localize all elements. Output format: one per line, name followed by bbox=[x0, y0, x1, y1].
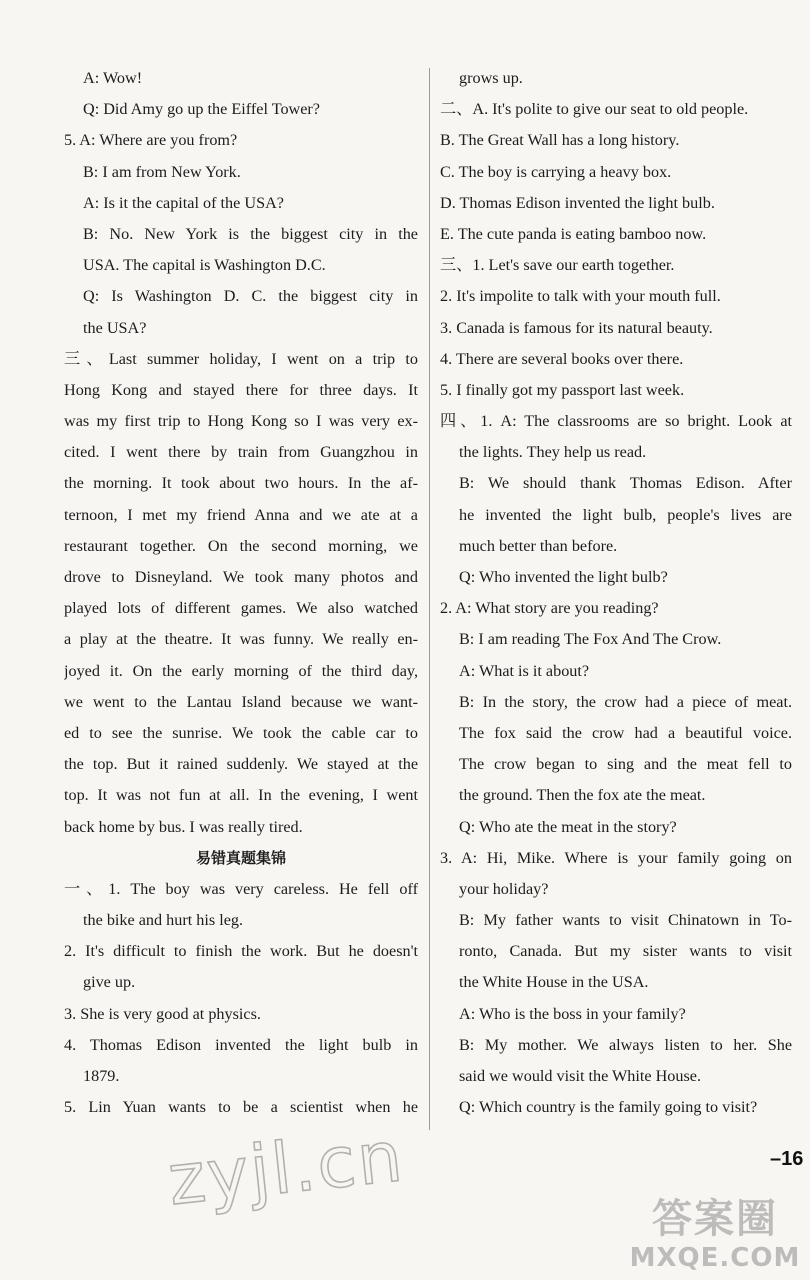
text-line: D. Thomas Edison invented the light bulb. bbox=[440, 193, 715, 212]
text-line: back home by bus. I was really tired. bbox=[64, 817, 303, 836]
text-line: 4. Thomas Edison invented the light bulb in bbox=[64, 1035, 418, 1054]
text-line: Q: Which country is the family going to visit? bbox=[459, 1098, 758, 1117]
text-line: B: I am reading The Fox And The Crow. bbox=[459, 630, 722, 649]
text-line: 三、Last summer holiday, I went on a trip to bbox=[64, 349, 418, 368]
text-line: The crow began to sing and the meat fell to bbox=[459, 755, 792, 774]
text-line: Q: Did Amy go up the Eiffel Tower? bbox=[83, 100, 320, 119]
text-line: 二、A. It's polite to give our seat to old people. bbox=[440, 100, 749, 119]
text-line: 一、1. The boy was very careless. He fell off bbox=[64, 879, 418, 898]
text-line: ternoon, I met my friend Anna and we ate at a bbox=[64, 505, 418, 524]
text-line: A: What is it about? bbox=[459, 661, 590, 680]
text-line: the USA? bbox=[83, 318, 147, 337]
text-line: the White House in the USA. bbox=[459, 973, 649, 992]
text-line: 3. A: Hi, Mike. Where is your family going on bbox=[440, 848, 792, 867]
text-line: Q: Who invented the light bulb? bbox=[459, 568, 668, 586]
text-line: 四、1. A: The classrooms are so bright. Look at bbox=[440, 412, 792, 431]
watermark-mxqe bbox=[620, 1195, 810, 1275]
text-line: B: My mother. We always listen to her. She bbox=[459, 1035, 792, 1054]
text-line: E. The cute panda is eating bamboo now. bbox=[440, 224, 707, 243]
text-line: restaurant together. On the second morning, we bbox=[64, 536, 418, 555]
text-line: B. The Great Wall has a long history. bbox=[440, 131, 680, 150]
text-line: 5. I finally got my passport last week. bbox=[440, 380, 685, 399]
text-line: 1879. bbox=[83, 1067, 120, 1085]
text-line: much better than before. bbox=[459, 536, 618, 555]
page-number: –16 bbox=[770, 1148, 804, 1170]
text-line: A: Wow! bbox=[83, 69, 143, 87]
column-divider bbox=[429, 68, 430, 1130]
text-line: ed to see the sunrise. We took the cable car to bbox=[64, 723, 418, 742]
text-line: grows up. bbox=[459, 69, 523, 87]
text-line: B: We should thank Thomas Edison. After bbox=[459, 474, 792, 493]
text-line: USA. The capital is Washington D.C. bbox=[83, 256, 326, 275]
text-line: B: No. New York is the biggest city in the bbox=[83, 224, 418, 243]
text-line: cited. I went there by train from Guangzhou in bbox=[64, 443, 418, 462]
text-line: top. It was not fun at all. In the evening, I went bbox=[64, 786, 418, 805]
text-line: joyed it. On the early morning of the third day, bbox=[64, 661, 418, 680]
text-line: a play at the theatre. It was funny. We really en- bbox=[64, 630, 418, 649]
text-line: the top. But it rained suddenly. We stayed at the bbox=[64, 755, 418, 774]
text-line: 3. She is very good at physics. bbox=[64, 1004, 261, 1023]
text-line: the ground. Then the fox ate the meat. bbox=[459, 786, 706, 805]
text-line: we went to the Lantau Island because we want- bbox=[64, 692, 418, 711]
text-line: 5. Lin Yuan wants to be a scientist when he bbox=[64, 1098, 418, 1117]
left-column bbox=[64, 63, 418, 1123]
text-line: A: Is it the capital of the USA? bbox=[83, 193, 284, 212]
text-line: 2. It's difficult to finish the work. But he doesn't bbox=[64, 942, 418, 961]
text-line: Q: Who ate the meat in the story? bbox=[459, 817, 677, 836]
text-line: 5. A: Where are you from? bbox=[64, 131, 238, 150]
right-column bbox=[440, 63, 792, 1123]
text-line: ronto, Canada. But my sister wants to visit bbox=[459, 942, 792, 961]
text-line: 3. Canada is famous for its natural beauty. bbox=[440, 318, 713, 337]
text-line: A: Who is the boss in your family? bbox=[459, 1004, 686, 1023]
text-line: the bike and hurt his leg. bbox=[83, 911, 244, 930]
text-line: 2. A: What story are you reading? bbox=[440, 599, 659, 618]
text-line: B: I am from New York. bbox=[83, 162, 241, 181]
text-line: the lights. They help us read. bbox=[459, 443, 647, 462]
text-line: your holiday? bbox=[459, 879, 549, 898]
text-line: he invented the light bulb, people's lives are bbox=[459, 505, 792, 524]
watermark-zyjl: zyjl.cn bbox=[164, 1115, 408, 1222]
text-line: played lots of different games. We also watched bbox=[64, 599, 418, 618]
section-heading: 易错真题集锦 bbox=[195, 848, 286, 867]
text-line: 4. There are several books over there. bbox=[440, 349, 684, 368]
watermark-mxqe-en: MXQE.COM bbox=[629, 1243, 801, 1273]
text-line: B: In the story, the crow had a piece of meat. bbox=[459, 692, 792, 711]
text-line: Hong Kong and stayed there for three days. It bbox=[64, 380, 418, 399]
text-line: 2. It's impolite to talk with your mouth full. bbox=[440, 287, 721, 306]
text-line: 三、1. Let's save our earth together. bbox=[440, 256, 675, 275]
text-line: Q: Is Washington D. C. the biggest city in bbox=[83, 287, 418, 306]
text-line: was my first trip to Hong Kong so I was very ex- bbox=[64, 412, 418, 431]
text-line: drove to Disneyland. We took many photos and bbox=[64, 568, 418, 586]
text-line: C. The boy is carrying a heavy box. bbox=[440, 162, 672, 181]
text-line: said we would visit the White House. bbox=[459, 1067, 702, 1085]
text-line: The fox said the crow had a beautiful voice. bbox=[459, 723, 792, 742]
text-line: the morning. It took about two hours. In the af- bbox=[64, 474, 418, 493]
text-line: B: My father wants to visit Chinatown in To- bbox=[459, 911, 792, 930]
watermark-mxqe-cn: 答案圈 bbox=[652, 1196, 778, 1242]
text-line: give up. bbox=[83, 973, 136, 992]
